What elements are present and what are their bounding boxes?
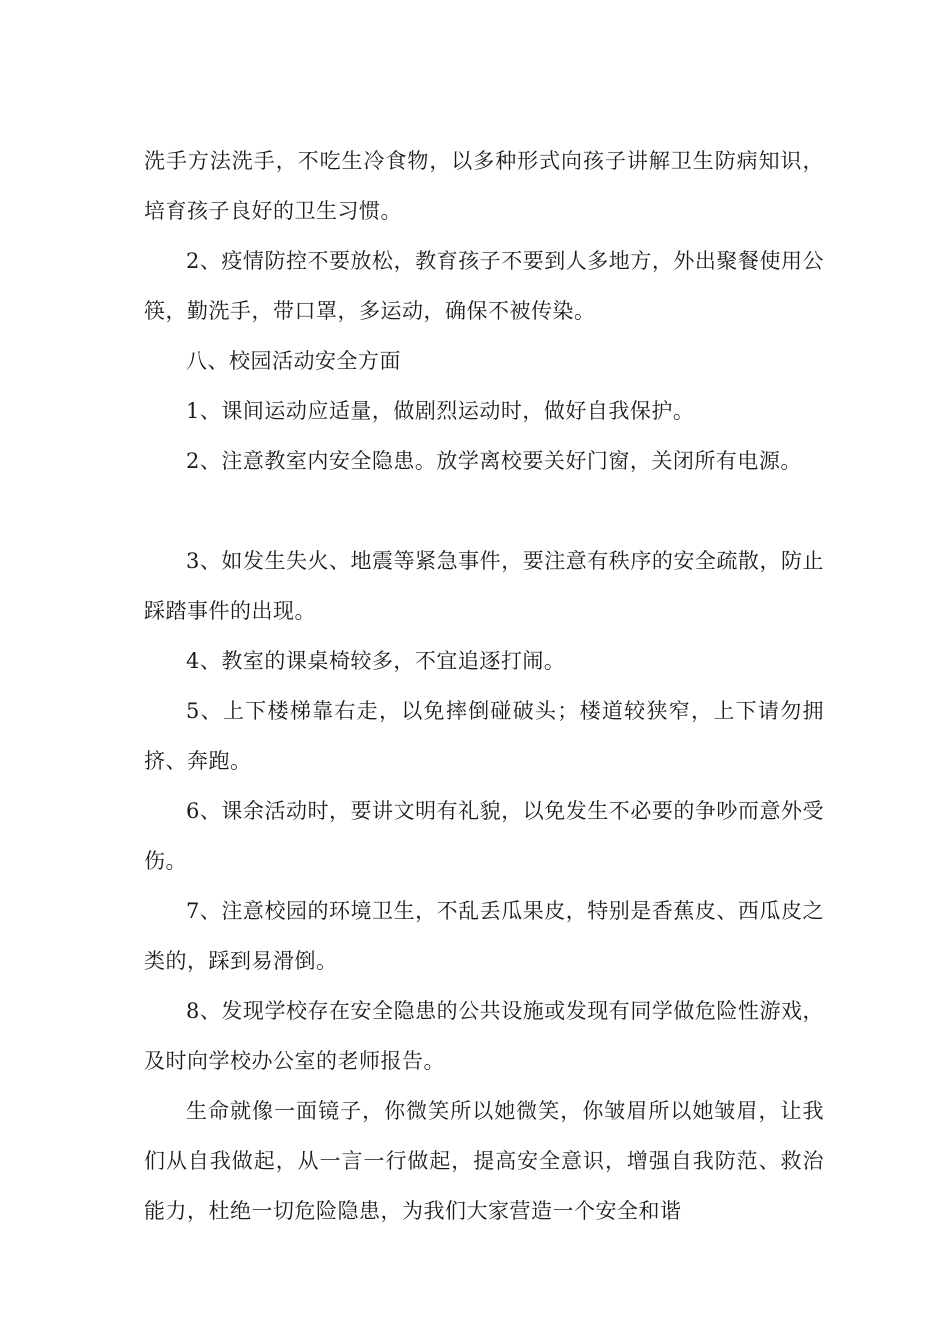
paragraph-item-1: 1、课间运动应适量，做剧烈运动时，做好自我保护。 [186, 399, 695, 423]
paragraph-spacer [144, 486, 824, 536]
paragraph-item-3: 3、如发生失火、地震等紧急事件，要注意有秩序的安全疏散，防止踩踏事件的出现。 [144, 549, 824, 623]
paragraph-epidemic-prevention: 2、疫情防控不要放松，教育孩子不要到人多地方，外出聚餐使用公筷，勤洗手，带口罩，多运动，确保不被传染。 [144, 249, 824, 323]
paragraph-conclusion: 生命就像一面镜子，你微笑所以她微笑，你皱眉所以她皱眉，让我们从自我做起，从一言一行做起，提高安全意识，增强自我防范、救治能力，杜绝一切危险隐患，为我们大家营造一个安全和谐 [144, 1099, 824, 1223]
paragraph-item-8: 8、发现学校存在安全隐患的公共设施或发现有同学做危险性游戏，及时向学校办公室的老师报告。 [144, 999, 824, 1073]
paragraph-item-2: 2、注意教室内安全隐患。放学离校要关好门窗，关闭所有电源。 [186, 449, 802, 473]
paragraph-item-6: 6、课余活动时，要讲文明有礼貌，以免发生不必要的争吵而意外受伤。 [144, 799, 824, 873]
paragraph-item-7: 7、注意校园的环境卫生，不乱丢瓜果皮，特别是香蕉皮、西瓜皮之类的，踩到易滑倒。 [144, 899, 824, 973]
paragraph-item-5: 5、上下楼梯靠右走，以免摔倒碰破头；楼道较狭窄，上下请勿拥挤、奔跑。 [144, 699, 824, 773]
document-body [144, 136, 824, 1236]
section-heading-campus-activity-safety: 八、校园活动安全方面 [186, 349, 401, 373]
paragraph-item-4: 4、教室的课桌椅较多，不宜追逐打闹。 [186, 649, 566, 673]
paragraph-hygiene-continued: 洗手方法洗手，不吃生冷食物，以多种形式向孩子讲解卫生防病知识，培育孩子良好的卫生习惯。 [144, 149, 824, 223]
